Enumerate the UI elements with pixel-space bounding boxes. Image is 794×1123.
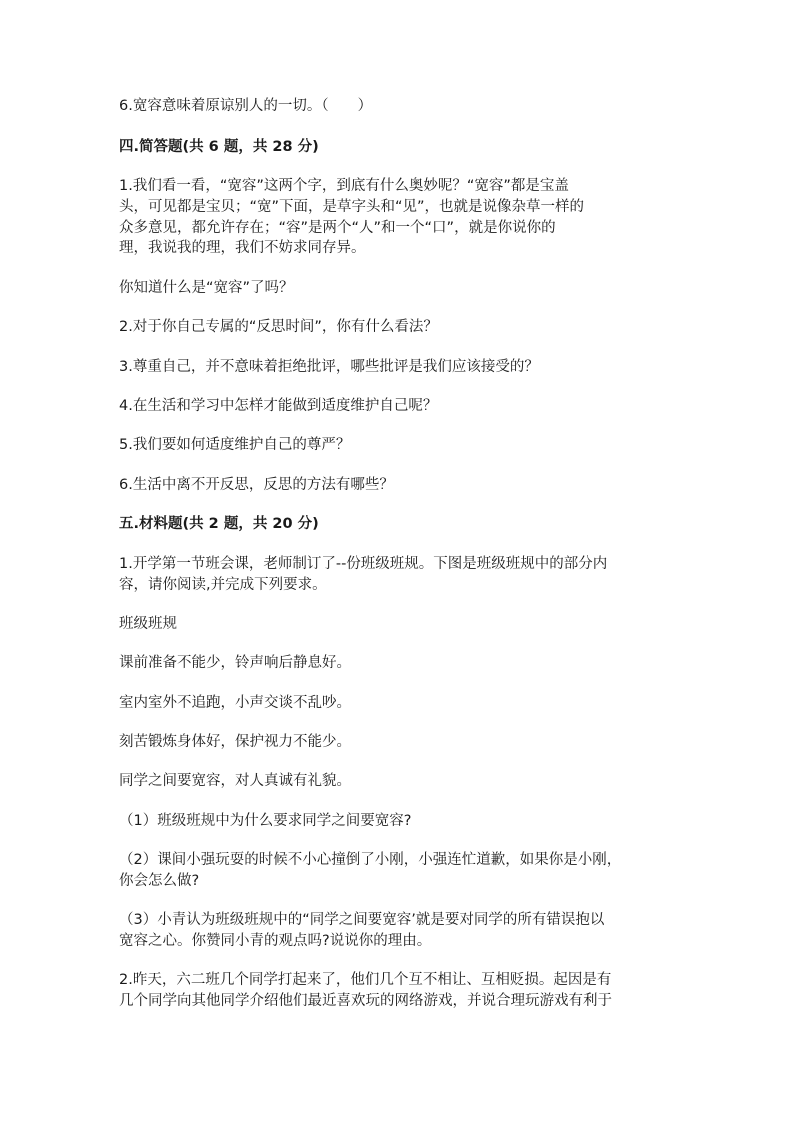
short-answer-q1-question: 你知道什么是“宽容”了吗？ — [119, 280, 294, 296]
material-q2-line1: 2.昨天，六二班几个同学打起来了，他们几个互不相让、互相贬损。起因是有 — [119, 972, 612, 988]
question-6-truefalse: 6.宽容意味着原谅别人的一切。（ ） — [119, 98, 373, 114]
class-rule-3: 刻苦锻炼身体好，保护视力不能少。 — [119, 734, 351, 750]
material-q1-sub2-line1: （2）课间小强玩耍的时候不小心撞倒了小刚，小强连忙道歉，如果你是小刚， — [119, 852, 622, 868]
short-answer-q4: 4.在生活和学习中怎样才能做到适度维护自己呢？ — [119, 398, 438, 414]
class-rule-1: 课前准备不能少，铃声响后静息好。 — [119, 655, 351, 671]
material-q1-sub2-line2: 你会怎么做? — [119, 873, 200, 889]
short-answer-q1-line1: 1.我们看一看，“宽容”这两个字，到底有什么奥妙呢？“宽容”都是宝盖 — [119, 178, 569, 194]
material-q1-sub3-line1: （3）小青认为班级班规中的“同学之间要宽容’就是要对同学的所有错误抱以 — [119, 912, 605, 928]
material-q1-line2: 容，请你阅读,并完成下列要求。 — [119, 577, 327, 593]
short-answer-q1-line3: 众多意见，都允许存在；“容”是两个“人”和一个“口”，就是你说你的 — [119, 220, 556, 236]
short-answer-q6: 6.生活中离不开反思，反思的方法有哪些？ — [119, 477, 394, 493]
class-rule-2: 室内室外不追跑，小声交谈不乱吵。 — [119, 695, 351, 711]
material-q1-sub1: （1）班级班规中为什么要求同学之间要宽容? — [119, 813, 412, 829]
material-q1-sub3-line2: 宽容之心。你赞同小青的观点吗?说说你的理由。 — [119, 933, 432, 949]
short-answer-q1-line4: 理，我说我的理，我们不妨求同存异。 — [119, 240, 366, 256]
material-q2-line2: 几个同学向其他同学介绍他们最近喜欢玩的网络游戏，并说合理玩游戏有利于 — [119, 993, 612, 1009]
short-answer-q3: 3.尊重自己，并不意味着拒绝批评，哪些批评是我们应该接受的？ — [119, 359, 539, 375]
short-answer-q1-line2: 头，可见都是宝贝；“宽”下面，是草字头和“见”，也就是说像杂草一样的 — [119, 199, 585, 215]
short-answer-q5: 5.我们要如何适度维护自己的尊严？ — [119, 437, 351, 453]
section-heading-material: 五.材料题(共 2 题，共 20 分) — [119, 516, 319, 532]
material-q1-line1: 1.开学第一节班会课，老师制订了--份班级班规。下图是班级班规中的部分内 — [119, 556, 608, 572]
section-heading-short-answer: 四.简答题(共 6 题，共 28 分) — [119, 139, 319, 155]
short-answer-q2: 2.对于你自己专属的“反思时间”，你有什么看法？ — [119, 319, 438, 335]
class-rule-4: 同学之间要宽容，对人真诚有礼貌。 — [119, 773, 351, 789]
class-rules-title: 班级班规 — [119, 616, 177, 632]
